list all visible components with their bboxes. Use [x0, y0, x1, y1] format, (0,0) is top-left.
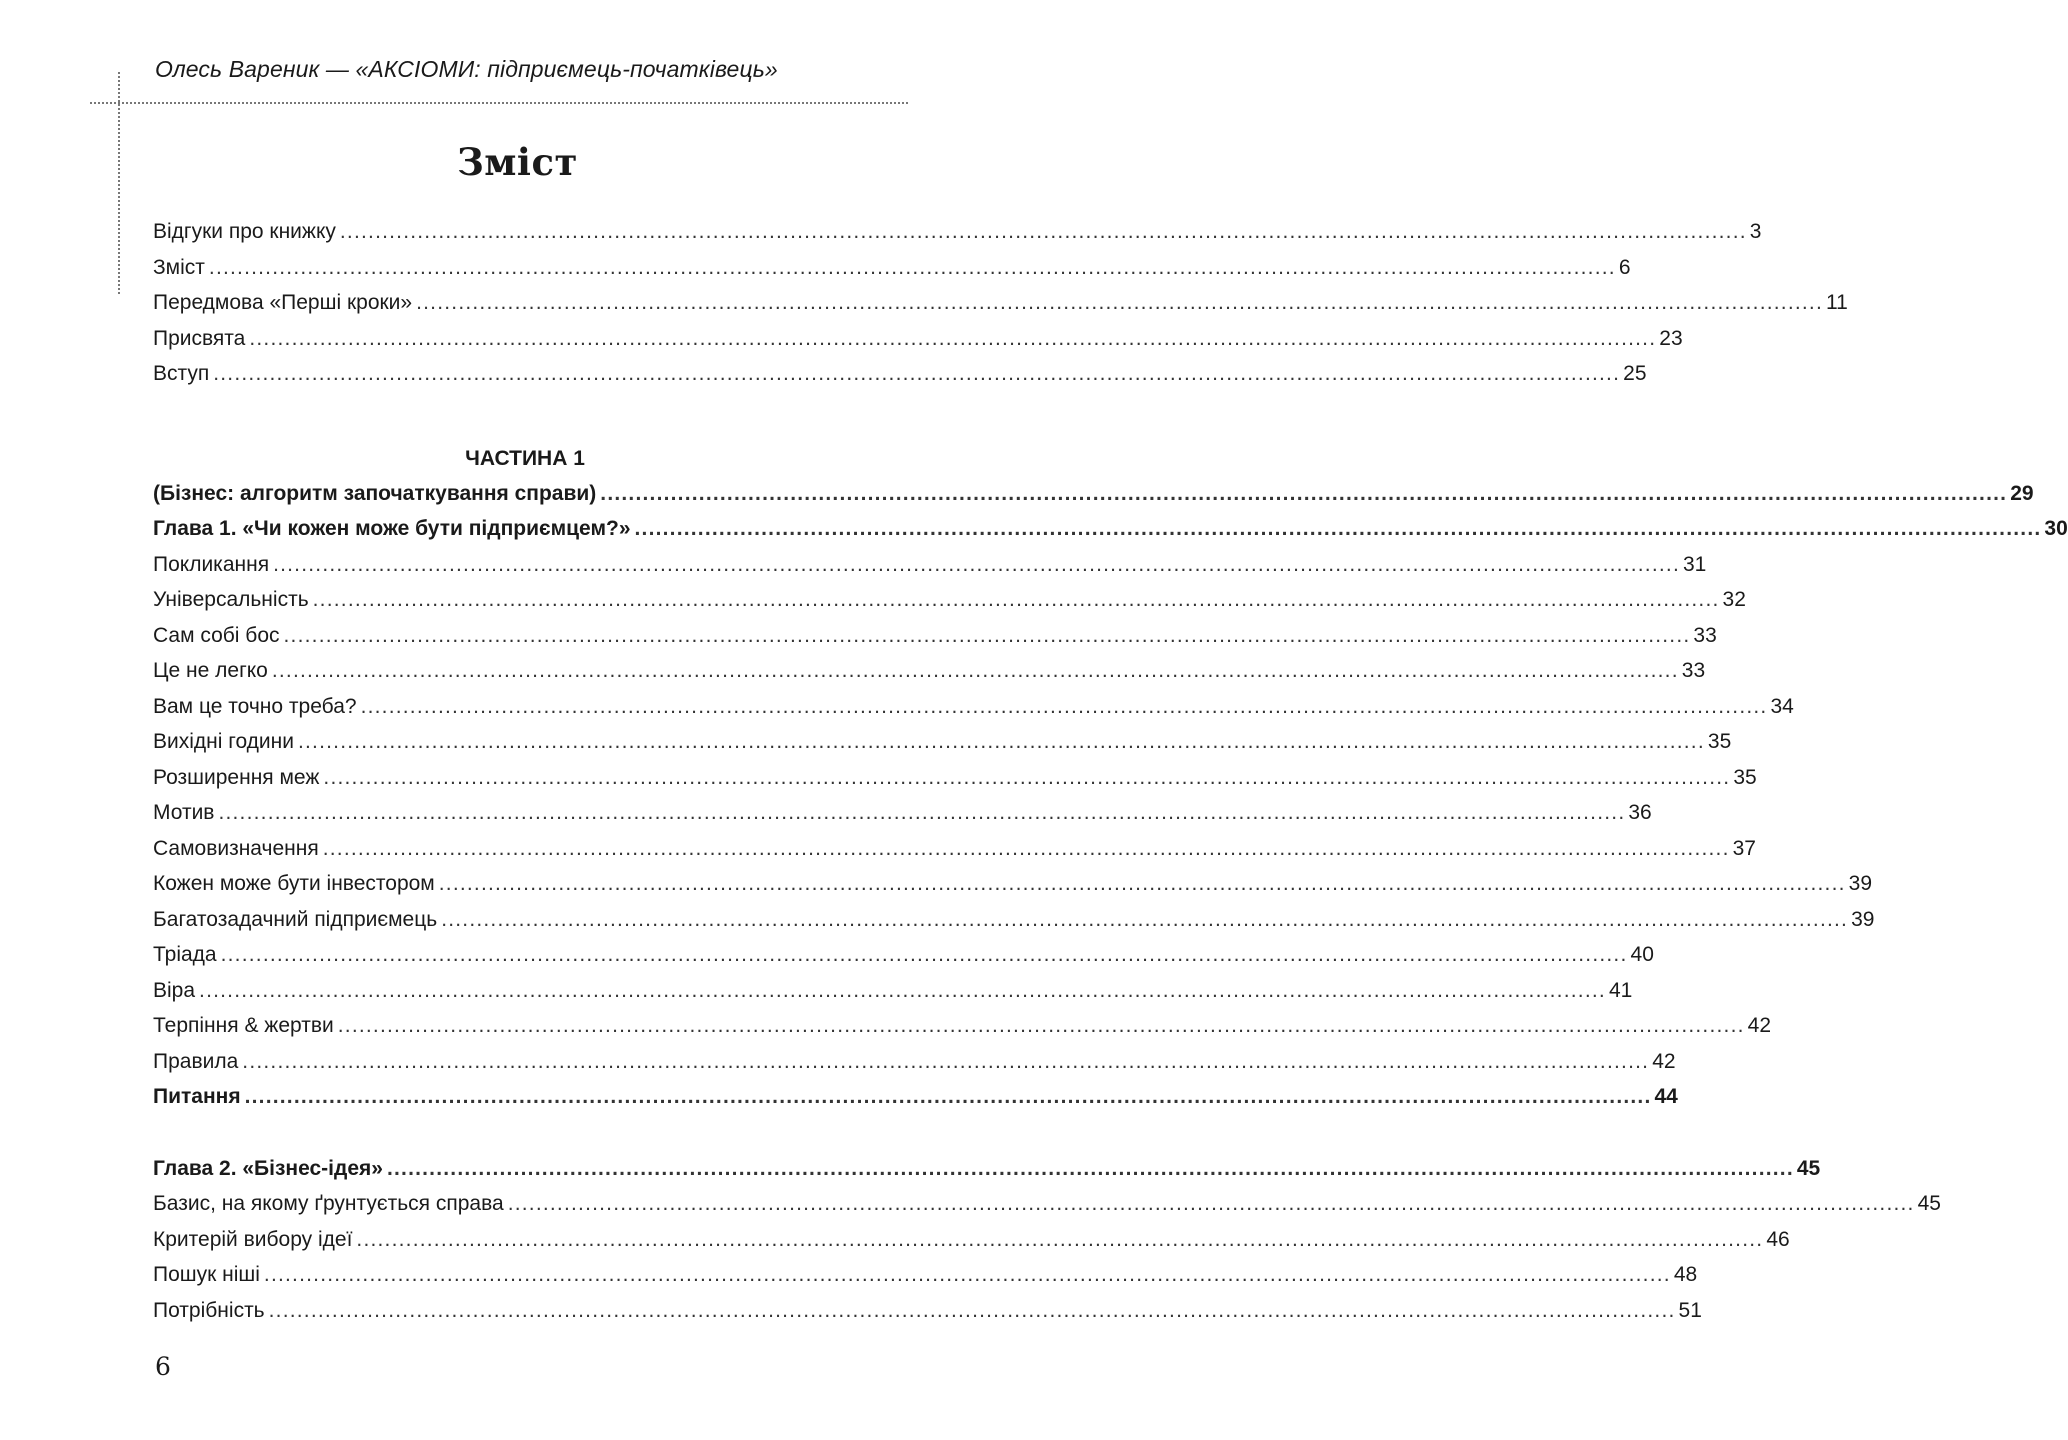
toc-entry[interactable] — [153, 831, 1756, 867]
toc-entry-title: Зміст — [153, 255, 205, 279]
toc-leader-dots: ........................................................................................................................................................................................................ — [438, 872, 1846, 895]
toc-entry-page: 29 — [2010, 481, 2034, 505]
section-spacer — [153, 392, 897, 442]
toc-entry-page: 44 — [1654, 1085, 1678, 1108]
toc-leader-dots: ........................................................................................................................................................................................................ — [339, 220, 1747, 243]
toc-entry-title: Покликання — [153, 552, 270, 576]
toc-entry-dedication[interactable] — [153, 321, 1683, 357]
toc-entry-title: Глава 2. «Бізнес-ідея» — [153, 1156, 383, 1180]
toc-leader-dots: ........................................................................................................................................................................................................ — [218, 801, 1626, 824]
page-title: Зміст — [457, 140, 578, 184]
toc-leader-dots: ........................................................................................................................................................................................................ — [213, 362, 1621, 385]
toc-entry-title: Це не легко — [153, 659, 268, 682]
toc-entry-title: Тріада — [153, 943, 217, 966]
toc-entry-page: 11 — [1826, 291, 1848, 314]
toc-entry[interactable] — [153, 973, 1633, 1009]
toc-entry[interactable] — [153, 689, 1794, 725]
toc-entry-introduction[interactable] — [153, 356, 1647, 392]
toc-leader-dots: ........................................................................................................................................................................................................ — [416, 291, 1824, 314]
toc-entry-chapter-1[interactable] — [153, 511, 2068, 547]
toc-entry-title: Самовизначення — [153, 836, 319, 860]
toc-entry-page: 51 — [1678, 1298, 1702, 1322]
toc-entry-page: 35 — [1733, 765, 1757, 789]
toc-entry-reviews[interactable] — [153, 214, 1762, 250]
toc-entry-title: Присвята — [153, 326, 246, 350]
toc-entry-page: 32 — [1722, 588, 1746, 611]
toc-entry-title: Потрібність — [153, 1298, 265, 1322]
toc-entry[interactable] — [153, 1044, 1676, 1080]
toc-entry-page: 30 — [2044, 517, 2068, 540]
toc-entry[interactable] — [153, 582, 1746, 618]
toc-leader-dots: ........................................................................................................................................................................................................ — [208, 255, 1616, 279]
toc-leader-dots: ........................................................................................................................................................................................................ — [507, 1192, 1915, 1215]
toc-leader-dots: ........................................................................................................................................................................................................ — [273, 552, 1680, 576]
toc-entry[interactable] — [153, 1257, 1698, 1293]
toc-entry[interactable] — [153, 937, 1654, 973]
toc-leader-dots: ........................................................................................................................................................................................................ — [322, 836, 1730, 860]
toc-entry-page: 45 — [1796, 1156, 1821, 1180]
toc-leader-dots: ........................................................................................................................................................................................................ — [199, 978, 1606, 1002]
chapter2-section — [153, 1151, 1941, 1329]
toc-leader-dots: ........................................................................................................................................................................................................ — [386, 1156, 1794, 1180]
toc-entry[interactable] — [153, 795, 1652, 831]
toc-entry-page: 35 — [1707, 730, 1732, 753]
toc-leader-dots: ........................................................................................................................................................................................................ — [283, 623, 1691, 647]
toc-entry-title: Мотив — [153, 801, 215, 824]
toc-entry[interactable] — [153, 724, 1732, 760]
toc-leader-dots: ........................................................................................................................................................................................................ — [356, 1227, 1764, 1251]
toc-entry-title: Терпіння & жертви — [153, 1014, 334, 1037]
toc-leader-dots: ........................................................................................................................................................................................................ — [271, 659, 1679, 682]
toc-entry-part-subtitle[interactable] — [153, 476, 2034, 512]
toc-leader-dots: ........................................................................................................................................................................................................ — [441, 907, 1849, 931]
toc-entry-page: 33 — [1681, 659, 1706, 682]
toc-entry-page: 40 — [1630, 943, 1654, 966]
toc-entry-title: Відгуки про книжку — [153, 220, 336, 243]
toc-leader-dots: ........................................................................................................................................................................................................ — [220, 943, 1628, 966]
toc-entry-page: 41 — [1608, 978, 1633, 1002]
toc-leader-dots: ........................................................................................................................................................................................................ — [263, 1263, 1671, 1286]
toc-leader-dots: ........................................................................................................................................................................................................ — [312, 588, 1720, 611]
toc-entry-title: Розширення меж — [153, 765, 320, 789]
toc-leader-dots: ........................................................................................................................................................................................................ — [360, 694, 1768, 718]
toc-entry[interactable] — [153, 547, 1707, 583]
toc-entry-preface[interactable] — [153, 285, 1848, 321]
part1-section — [153, 476, 2068, 1115]
toc-entry[interactable] — [153, 902, 1875, 938]
toc-entry-page: 33 — [1693, 623, 1717, 647]
toc-entry-title: Багатозадачний підприємець — [153, 907, 438, 931]
toc-entry[interactable] — [153, 1222, 1790, 1258]
toc-entry-title: Вихідні години — [153, 730, 294, 753]
toc-entry-page: 46 — [1766, 1227, 1790, 1251]
toc-entry-page: 6 — [1618, 255, 1631, 279]
toc-entry-page: 48 — [1673, 1263, 1698, 1286]
toc-entry-title: Пошук ніші — [153, 1263, 260, 1286]
toc-leader-dots: ........................................................................................................................................................................................................ — [337, 1014, 1745, 1037]
toc-leader-dots: ........................................................................................................................................................................................................ — [244, 1085, 1652, 1108]
toc-leader-dots: ........................................................................................................................................................................................................ — [297, 730, 1705, 753]
part-heading: ЧАСТИНА 1 — [465, 446, 585, 470]
toc-leader-dots: ........................................................................................................................................................................................................ — [600, 481, 2008, 505]
toc-entry-title: Питання — [153, 1085, 241, 1108]
toc-entry-page: 37 — [1732, 836, 1756, 860]
toc-entry-page: 42 — [1652, 1049, 1676, 1073]
header-dotted-rule — [90, 102, 908, 104]
toc-entry[interactable] — [153, 1186, 1941, 1222]
toc-entry-page: 23 — [1659, 326, 1683, 350]
toc-entry-page: 39 — [1851, 907, 1875, 931]
toc-entry-page: 34 — [1770, 694, 1794, 718]
toc-entry-title: Універсальність — [153, 588, 309, 611]
toc-leader-dots: ........................................................................................................................................................................................................ — [268, 1298, 1676, 1322]
section-spacer — [153, 1115, 897, 1151]
toc-entry[interactable] — [153, 1008, 1772, 1044]
toc-entry-title: Кожен може бути інвестором — [153, 872, 435, 895]
toc-entry-contents[interactable] — [153, 250, 1631, 286]
toc-entry-title: Сам собі бос — [153, 623, 280, 647]
toc-leader-dots: ........................................................................................................................................................................................................ — [242, 1049, 1650, 1073]
page-number: 6 — [155, 1352, 171, 1381]
toc-leader-dots: ........................................................................................................................................................................................................ — [323, 765, 1731, 789]
toc-entry-questions[interactable] — [153, 1079, 1678, 1115]
toc-entry-title: Глава 1. «Чи кожен може бути підприємцем?» — [153, 517, 631, 540]
toc-entry-page: 45 — [1917, 1192, 1941, 1215]
toc-entry[interactable] — [153, 653, 1706, 689]
front-matter-section — [153, 214, 1848, 392]
toc-entry-title: Віра — [153, 978, 196, 1002]
toc-entry-title: Вам це точно треба? — [153, 694, 357, 718]
toc-entry-title: Базис, на якому ґрунтується справа — [153, 1192, 504, 1215]
toc-entry-page: 3 — [1749, 220, 1762, 243]
toc-entry-page: 39 — [1848, 872, 1873, 895]
table-of-contents — [153, 214, 2068, 1328]
toc-entry[interactable] — [153, 1293, 1702, 1329]
toc-entry-title: Критерій вибору ідеї — [153, 1227, 353, 1251]
toc-entry-title: (Бізнес: алгоритм започаткування справи) — [153, 481, 597, 505]
toc-entry-title: Передмова «Перші кроки» — [153, 291, 413, 314]
toc-entry-title: Правила — [153, 1049, 239, 1073]
toc-entry[interactable] — [153, 760, 1757, 796]
toc-entry-page: 42 — [1747, 1014, 1772, 1037]
toc-entry-title: Вступ — [153, 362, 210, 385]
toc-entry-chapter-2[interactable] — [153, 1151, 1821, 1187]
toc-entry[interactable] — [153, 618, 1717, 654]
toc-leader-dots: ........................................................................................................................................................................................................ — [249, 326, 1657, 350]
toc-entry[interactable] — [153, 866, 1873, 902]
toc-leader-dots: ........................................................................................................................................................................................................ — [634, 517, 2042, 540]
toc-entry-page: 25 — [1623, 362, 1647, 385]
toc-entry-page: 31 — [1682, 552, 1707, 576]
toc-entry-page: 36 — [1628, 801, 1652, 824]
running-header: Олесь Вареник — «АКСІОМИ: підприємець-початківець» — [155, 56, 778, 82]
